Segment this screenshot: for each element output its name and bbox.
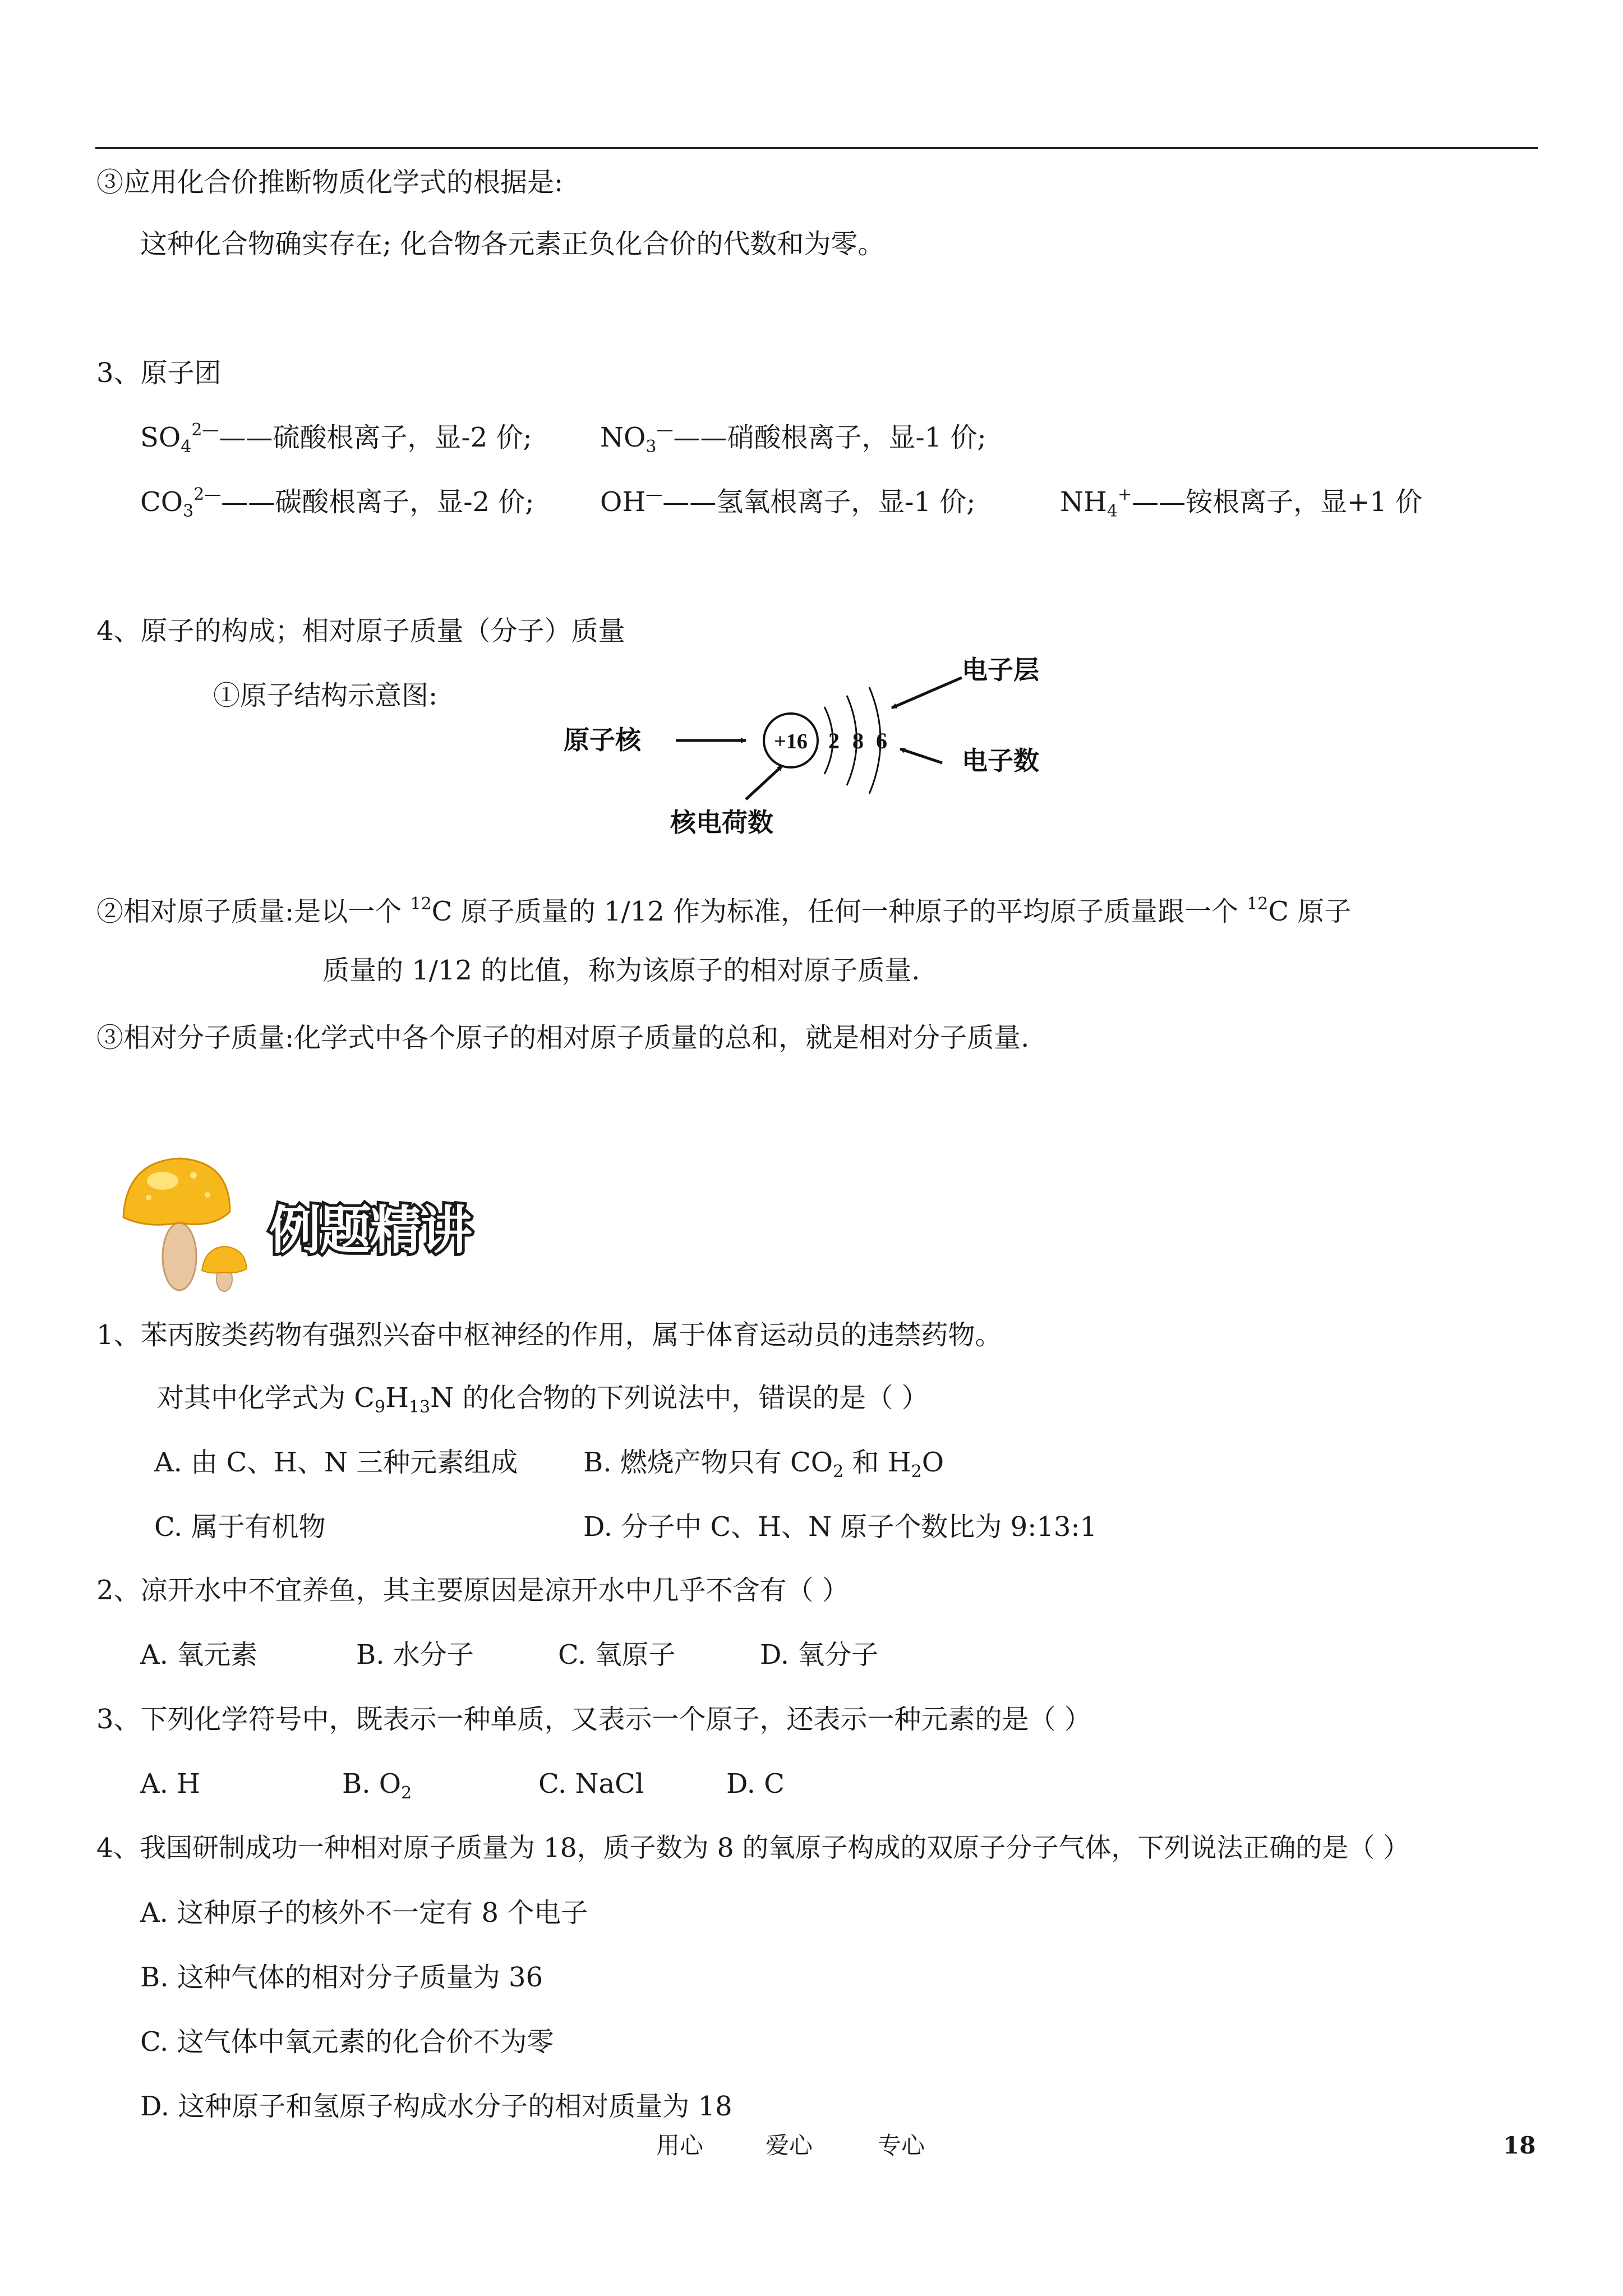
q1-option-b: B. 燃烧产物只有 $CO_2$ 和 $H_2O$: [583, 1447, 944, 1481]
hydroxide-ion: OH———氢氧根离子，显-1 价;: [600, 485, 976, 518]
relative-atomic-mass-line1: ②相对原子质量:是以一个 $^{12}$C 原子质量的 1/12 作为标准，任何一种原子的平均原子质量跟一个 $^{12}$C 原子: [96, 894, 1352, 927]
ammonium-ion: $NH_4^+——$铵根离子，显+1 价: [1060, 485, 1423, 521]
shell-count-3: 6: [876, 728, 887, 753]
section4-title: 4、原子的构成；相对原子质量（分子）质量: [96, 615, 625, 647]
nucleus-label: 原子核: [564, 725, 641, 755]
nucleus-charge: +16: [774, 730, 808, 753]
shell-count-1: 2: [828, 728, 840, 753]
item3-body: 这种化合物确实存在; 化合物各元素正负化合价的代数和为零。: [140, 228, 885, 260]
q3-option-b: B. $O_2$: [342, 1768, 412, 1803]
footer-slogan-2: 爱心: [766, 2132, 813, 2159]
q3-option-d: D. C: [726, 1768, 785, 1800]
section3-title: 3、原子团: [96, 357, 222, 389]
q2-option-c: C. 氧原子: [558, 1639, 676, 1671]
footer-slogan-3: 专心: [878, 2132, 925, 2159]
relative-molecular-mass: ③相对分子质量:化学式中各个原子的相对原子质量的总和，就是相对分子质量.: [96, 1022, 1030, 1053]
carbonate-ion: $CO_3^{2—}——$碳酸根离子，显-2 价;: [140, 485, 534, 521]
q3-option-c: C. NaCl: [538, 1768, 644, 1800]
q4-option-d: D. 这种原子和氢原子构成水分子的相对质量为 18: [140, 2091, 732, 2122]
nitrate-ion: $NO_3^———$硝酸根离子，显-1 价;: [600, 420, 986, 457]
q4-option-b: B. 这种气体的相对分子质量为 36: [140, 1962, 543, 1993]
q1-stem-formula: 对其中化学式为 $C_9H_{13}N$ 的化合物的下列说法中，错误的是（ ）: [157, 1382, 929, 1417]
q3-option-a: A. H: [140, 1768, 201, 1800]
q2-stem: 2、凉开水中不宜养鱼，其主要原因是凉开水中几乎不含有（ ）: [96, 1575, 849, 1606]
atom-structure-diagram: [538, 645, 1071, 858]
q1-option-d: D. 分子中 C、H、N 原子个数比为 9:13:1: [583, 1511, 1098, 1543]
q1-option-a: A. 由 C、H、N 三种元素组成: [154, 1447, 518, 1478]
item3-title: ③应用化合价推断物质化学式的根据是:: [96, 167, 564, 198]
nuclear-charge-label: 核电荷数: [670, 807, 773, 838]
electron-layer-arrow: [892, 678, 962, 708]
q2-option-b: B. 水分子: [356, 1639, 474, 1671]
mushroom-icon: [115, 1150, 250, 1296]
q3-stem: 3、下列化学符号中，既表示一种单质，又表示一个原子，还表示一种元素的是（ ）: [96, 1704, 1091, 1735]
header-rule: [95, 147, 1538, 149]
sulfate-ion: $SO_4^{2—}——$硫酸根离子，显-2 价;: [140, 420, 532, 457]
q1-stem: 1、苯丙胺类药物有强烈兴奋中枢神经的作用，属于体育运动员的违禁药物。: [96, 1319, 1002, 1351]
footer-slogan-1: 用心: [656, 2132, 704, 2159]
structure-diagram-title: ①原子结构示意图:: [213, 680, 438, 711]
shell-count-2: 8: [852, 728, 864, 753]
q4-option-c: C. 这气体中氧元素的化合价不为零: [140, 2026, 554, 2058]
q4-stem: 4、我国研制成功一种相对原子质量为 18，质子数为 8 的氧原子构成的双原子分子气体，下列说法正确的是（ ）: [96, 1833, 1410, 1864]
examples-heading: 例题精讲: [269, 1200, 472, 1260]
page-number: 18: [1503, 2132, 1536, 2159]
electron-layer-label: 电子层: [962, 655, 1039, 685]
electron-count-label: 电子数: [962, 746, 1039, 776]
relative-atomic-mass-line2: 质量的 1/12 的比值，称为该原子的相对原子质量.: [322, 955, 920, 986]
q1-option-c: C. 属于有机物: [154, 1511, 326, 1543]
q2-option-d: D. 氧分子: [760, 1639, 879, 1671]
nuclear-charge-arrow: [746, 766, 782, 799]
q4-option-a: A. 这种原子的核外不一定有 8 个电子: [140, 1897, 588, 1929]
q2-option-a: A. 氧元素: [140, 1639, 258, 1671]
electron-count-arrow: [900, 749, 942, 763]
